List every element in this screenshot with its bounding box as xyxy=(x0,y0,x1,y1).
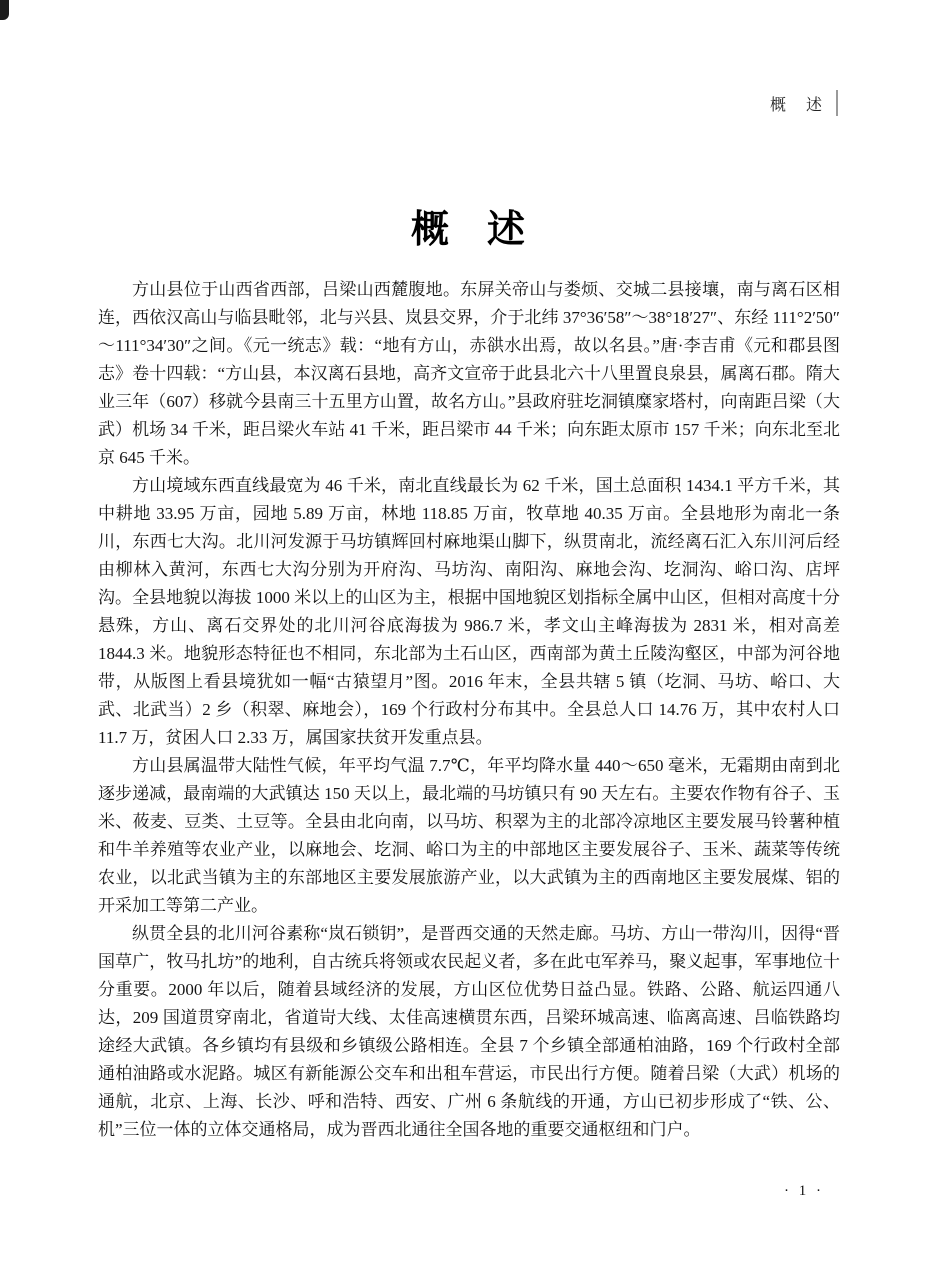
page-title: 概 述 xyxy=(410,209,525,251)
running-head-divider xyxy=(836,90,838,116)
running-head-text: 概 述 xyxy=(769,96,824,114)
paragraph-2: 方山境域东西直线最宽为 46 千米，南北直线最长为 62 千米，国土总面积 1434.1 平方千米，其中耕地 33.95 万亩，园地 5.89 万亩，林地 118.85 万亩，牧草地 40.35 万亩。全县地形为南北一条川，东西七大沟。北川河发源于马坊镇辉回村麻地渠山脚下，纵贯南北，流经离石汇入东川河后经由柳林入黄河，东西七大沟分别为开府沟、马坊沟、南阳沟、麻地会沟、圪洞沟、峪口沟、店坪沟。全县地貌以海拔 1000 米以上的山区为主，根据中国地貌区划指标全属中山区，但相对高度十分悬殊，方山、离石交界处的北川河谷底海拔为 986.7 米，孝文山主峰海拔为 2831 米，相对高差 1844.3 米。地貌形态特征也不相同，东北部为土石山区，西南部为黄土丘陵沟壑区，中部为河谷地带，从版图上看县境犹如一幅“古猿望月”图。2016 年末，全县共辖 5 镇（圪洞、马坊、峪口、大武、北武当）2 乡（积翠、麻地会），169 个行政村分布其中。全县总人口 14.76 万，其中农村人口 11.7 万，贫困人口 2.33 万，属国家扶贫开发重点县。 xyxy=(98,476,840,747)
paragraph-1: 方山县位于山西省西部，吕梁山西麓腹地。东屏关帝山与娄烦、交城二县接壤，南与离石区相连，西依汉高山与临县毗邻，北与兴县、岚县交界，介于北纬 37°36′58″～38°18′27″、东经 111°2′50″～111°34′30″之间。《元一统志》载：“地有方山，赤谼水出焉，故以名县。”唐·李吉甫《元和郡县图志》卷十四载：“方山县，本汉离石县地，高齐文宣帝于此县北六十八里置良泉县，属离石郡。隋大业三年（607）移就今县南三十五里方山置，故名方山。”县政府驻圪洞镇糜家塔村，向南距吕梁（大武）机场 34 千米，距吕梁火车站 41 千米，距吕梁市 44 千米；向东距太原市 157 千米；向东北至北京 645 千米。 xyxy=(98,280,840,467)
document-body xyxy=(98,276,840,1144)
paragraph-3: 方山县属温带大陆性气候，年平均气温 7.7℃，年平均降水量 440～650 毫米，无霜期由南到北逐步递减，最南端的大武镇达 150 天以上，最北端的马坊镇只有 90 天左右。主要农作物有谷子、玉米、莜麦、豆类、土豆等。全县由北向南，以马坊、积翠为主的北部冷凉地区主要发展马铃薯种植和牛羊养殖等农业产业，以麻地会、圪洞、峪口为主的中部地区主要发展谷子、玉米、蔬菜等传统农业，以北武当镇为主的东部地区主要发展旅游产业，以大武镇为主的西南地区主要发展煤、铝的开采加工等第二产业。 xyxy=(98,756,840,915)
running-head xyxy=(770,90,838,116)
paragraph-4: 纵贯全县的北川河谷素称“岚石锁钥”，是晋西交通的天然走廊。马坊、方山一带沟川，因得“晋国草广，牧马扎坊”的地利，自古统兵将领或农民起义者，多在此屯军养马，聚义起事，军事地位十分重要。2000 年以后，随着县域经济的发展，方山区位优势日益凸显。铁路、公路、航运四通八达，209 国道贯穿南北，省道岢大线、太佳高速横贯东西，吕梁环城高速、临离高速、吕临铁路均途经大武镇。各乡镇均有县级和乡镇级公路相连。全县 7 个乡镇全部通柏油路，169 个行政村全部通柏油路或水泥路。城区有新能源公交车和出租车营运，市民出行方便。随着吕梁（大武）机场的通航，北京、上海、长沙、呼和浩特、西安、广州 6 条航线的开通，方山已初步形成了“铁、公、机”三位一体的立体交通格局，成为晋西北通往全国各地的重要交通枢纽和门户。 xyxy=(98,924,840,1139)
page-number: · 1 · xyxy=(784,1183,824,1199)
scan-artifact xyxy=(0,0,9,20)
